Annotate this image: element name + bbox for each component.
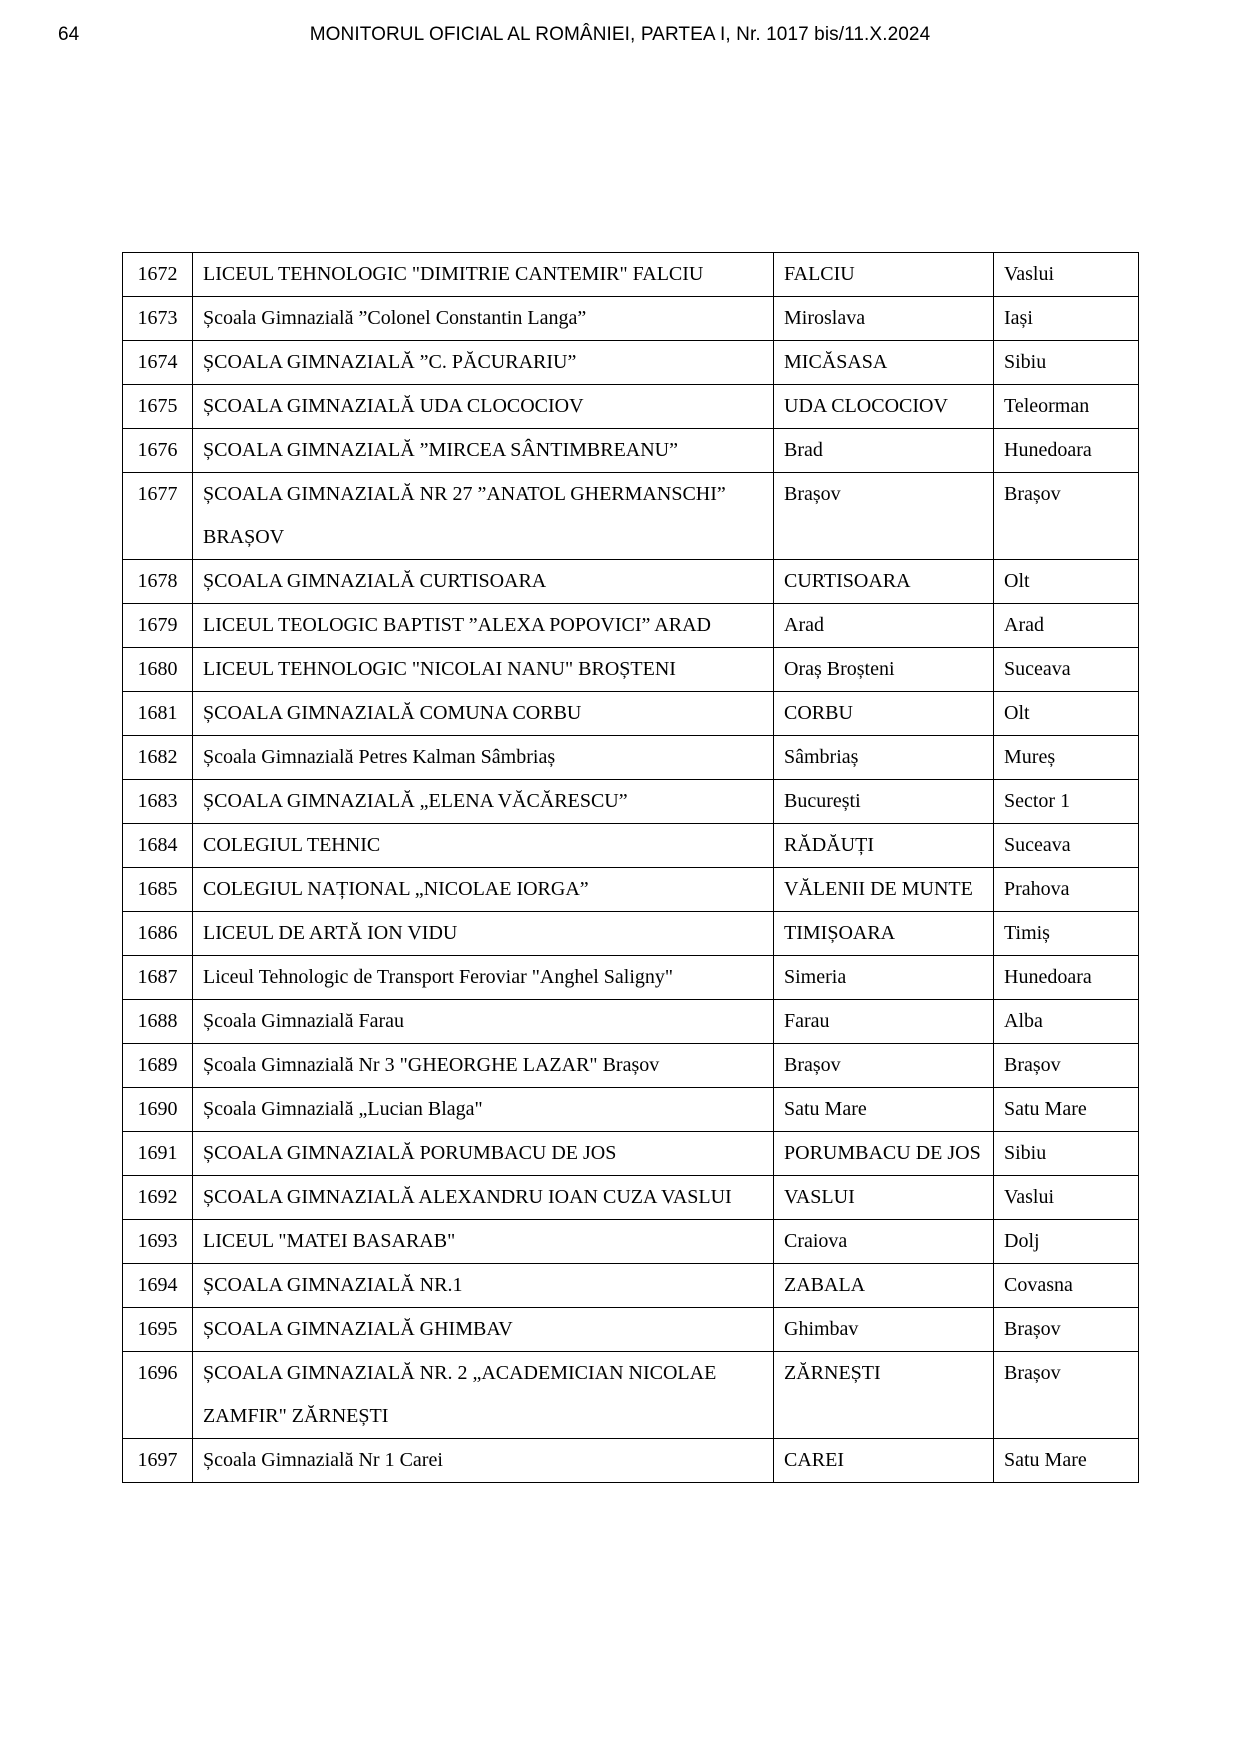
school-name-cell: Școala Gimnazială Nr 1 Carei <box>193 1439 774 1483</box>
school-name-cell: ȘCOALA GIMNAZIALĂ NR 27 ”ANATOL GHERMANSCHI” BRAȘOV <box>193 473 774 560</box>
schools-table <box>122 252 1139 1483</box>
locality-cell: CORBU <box>774 692 994 736</box>
locality-cell: UDA CLOCOCIOV <box>774 385 994 429</box>
table-row <box>123 868 1139 912</box>
county-cell: Timiș <box>994 912 1139 956</box>
school-name-cell: ȘCOALA GIMNAZIALĂ „ELENA VĂCĂRESCU” <box>193 780 774 824</box>
county-cell: Vaslui <box>994 253 1139 297</box>
school-name-cell: Școala Gimnazială Farau <box>193 1000 774 1044</box>
row-number-cell: 1681 <box>123 692 193 736</box>
table-row <box>123 1000 1139 1044</box>
row-number-cell: 1679 <box>123 604 193 648</box>
county-cell: Alba <box>994 1000 1139 1044</box>
row-number-cell: 1680 <box>123 648 193 692</box>
row-number-cell: 1689 <box>123 1044 193 1088</box>
county-cell: Suceava <box>994 648 1139 692</box>
row-number-cell: 1684 <box>123 824 193 868</box>
table-row <box>123 824 1139 868</box>
county-cell: Suceava <box>994 824 1139 868</box>
table-row <box>123 473 1139 560</box>
school-name-cell: Școala Gimnazială Nr 3 "GHEORGHE LAZAR" Brașov <box>193 1044 774 1088</box>
table-row <box>123 692 1139 736</box>
county-cell: Satu Mare <box>994 1439 1139 1483</box>
table-row <box>123 1176 1139 1220</box>
county-cell: Brașov <box>994 1044 1139 1088</box>
table-row <box>123 912 1139 956</box>
table-row <box>123 648 1139 692</box>
table-row <box>123 1308 1139 1352</box>
county-cell: Hunedoara <box>994 429 1139 473</box>
school-name-cell: LICEUL TEHNOLOGIC "NICOLAI NANU" BROȘTENI <box>193 648 774 692</box>
row-number-cell: 1676 <box>123 429 193 473</box>
school-name-cell: ȘCOALA GIMNAZIALĂ GHIMBAV <box>193 1308 774 1352</box>
row-number-cell: 1687 <box>123 956 193 1000</box>
row-number-cell: 1695 <box>123 1308 193 1352</box>
county-cell: Iași <box>994 297 1139 341</box>
row-number-cell: 1672 <box>123 253 193 297</box>
county-cell: Sibiu <box>994 1132 1139 1176</box>
locality-cell: Ghimbav <box>774 1308 994 1352</box>
locality-cell: Craiova <box>774 1220 994 1264</box>
row-number-cell: 1693 <box>123 1220 193 1264</box>
table-row <box>123 253 1139 297</box>
locality-cell: Simeria <box>774 956 994 1000</box>
locality-cell: Sâmbriaș <box>774 736 994 780</box>
school-name-cell: LICEUL TEOLOGIC BAPTIST ”ALEXA POPOVICI” ARAD <box>193 604 774 648</box>
school-name-cell: ȘCOALA GIMNAZIALĂ UDA CLOCOCIOV <box>193 385 774 429</box>
locality-cell: FALCIU <box>774 253 994 297</box>
county-cell: Vaslui <box>994 1176 1139 1220</box>
school-name-cell: ȘCOALA GIMNAZIALĂ ”MIRCEA SÂNTIMBREANU” <box>193 429 774 473</box>
county-cell: Arad <box>994 604 1139 648</box>
locality-cell: Miroslava <box>774 297 994 341</box>
row-number-cell: 1696 <box>123 1352 193 1439</box>
row-number-cell: 1678 <box>123 560 193 604</box>
county-cell: Satu Mare <box>994 1088 1139 1132</box>
table-row <box>123 385 1139 429</box>
school-name-cell: COLEGIUL TEHNIC <box>193 824 774 868</box>
school-name-cell: ȘCOALA GIMNAZIALĂ CURTISOARA <box>193 560 774 604</box>
table-row <box>123 1044 1139 1088</box>
locality-cell: Farau <box>774 1000 994 1044</box>
locality-cell: Brașov <box>774 473 994 560</box>
locality-cell: Brad <box>774 429 994 473</box>
county-cell: Olt <box>994 560 1139 604</box>
table-row <box>123 1220 1139 1264</box>
school-name-cell: ȘCOALA GIMNAZIALĂ COMUNA CORBU <box>193 692 774 736</box>
page-number: 64 <box>58 24 80 45</box>
locality-cell: Satu Mare <box>774 1088 994 1132</box>
school-name-cell: ȘCOALA GIMNAZIALĂ ALEXANDRU IOAN CUZA VASLUI <box>193 1176 774 1220</box>
locality-cell: ZABALA <box>774 1264 994 1308</box>
locality-cell: ZĂRNEȘTI <box>774 1352 994 1439</box>
county-cell: Dolj <box>994 1220 1139 1264</box>
row-number-cell: 1688 <box>123 1000 193 1044</box>
county-cell: Prahova <box>994 868 1139 912</box>
county-cell: Sibiu <box>994 341 1139 385</box>
locality-cell: CURTISOARA <box>774 560 994 604</box>
county-cell: Sector 1 <box>994 780 1139 824</box>
table-row <box>123 341 1139 385</box>
county-cell: Brașov <box>994 1308 1139 1352</box>
row-number-cell: 1677 <box>123 473 193 560</box>
row-number-cell: 1674 <box>123 341 193 385</box>
table-row <box>123 297 1139 341</box>
schools-table-body <box>123 253 1139 1483</box>
publication-header: MONITORUL OFICIAL AL ROMÂNIEI, PARTEA I, Nr. 1017 bis/11.X.2024 <box>309 24 931 45</box>
table-row <box>123 780 1139 824</box>
locality-cell: București <box>774 780 994 824</box>
locality-cell: TIMIȘOARA <box>774 912 994 956</box>
table-row <box>123 429 1139 473</box>
row-number-cell: 1691 <box>123 1132 193 1176</box>
county-cell: Covasna <box>994 1264 1139 1308</box>
school-name-cell: ȘCOALA GIMNAZIALĂ PORUMBACU DE JOS <box>193 1132 774 1176</box>
row-number-cell: 1682 <box>123 736 193 780</box>
row-number-cell: 1675 <box>123 385 193 429</box>
county-cell: Mureș <box>994 736 1139 780</box>
table-row <box>123 1439 1139 1483</box>
table-row <box>123 1264 1139 1308</box>
row-number-cell: 1690 <box>123 1088 193 1132</box>
locality-cell: Oraș Broșteni <box>774 648 994 692</box>
locality-cell: CAREI <box>774 1439 994 1483</box>
locality-cell: PORUMBACU DE JOS <box>774 1132 994 1176</box>
table-row <box>123 956 1139 1000</box>
locality-cell: VĂLENII DE MUNTE <box>774 868 994 912</box>
locality-cell: VASLUI <box>774 1176 994 1220</box>
table-row <box>123 604 1139 648</box>
table-row <box>123 1352 1139 1439</box>
table-row <box>123 1088 1139 1132</box>
row-number-cell: 1697 <box>123 1439 193 1483</box>
row-number-cell: 1694 <box>123 1264 193 1308</box>
row-number-cell: 1673 <box>123 297 193 341</box>
table-row <box>123 736 1139 780</box>
school-name-cell: LICEUL TEHNOLOGIC "DIMITRIE CANTEMIR" FALCIU <box>193 253 774 297</box>
county-cell: Hunedoara <box>994 956 1139 1000</box>
locality-cell: MICĂSASA <box>774 341 994 385</box>
school-name-cell: LICEUL DE ARTĂ ION VIDU <box>193 912 774 956</box>
school-name-cell: COLEGIUL NAȚIONAL „NICOLAE IORGA” <box>193 868 774 912</box>
row-number-cell: 1685 <box>123 868 193 912</box>
county-cell: Teleorman <box>994 385 1139 429</box>
locality-cell: Arad <box>774 604 994 648</box>
table-row <box>123 1132 1139 1176</box>
row-number-cell: 1692 <box>123 1176 193 1220</box>
row-number-cell: 1683 <box>123 780 193 824</box>
county-cell: Brașov <box>994 1352 1139 1439</box>
locality-cell: Brașov <box>774 1044 994 1088</box>
school-name-cell: Școala Gimnazială „Lucian Blaga" <box>193 1088 774 1132</box>
school-name-cell: Școala Gimnazială Petres Kalman Sâmbriaș <box>193 736 774 780</box>
row-number-cell: 1686 <box>123 912 193 956</box>
school-name-cell: ȘCOALA GIMNAZIALĂ NR. 2 „ACADEMICIAN NICOLAE ZAMFIR" ZĂRNEȘTI <box>193 1352 774 1439</box>
county-cell: Brașov <box>994 473 1139 560</box>
school-name-cell: Liceul Tehnologic de Transport Feroviar "Anghel Saligny" <box>193 956 774 1000</box>
table-row <box>123 560 1139 604</box>
school-name-cell: ȘCOALA GIMNAZIALĂ ”C. PĂCURARIU” <box>193 341 774 385</box>
county-cell: Olt <box>994 692 1139 736</box>
locality-cell: RĂDĂUȚI <box>774 824 994 868</box>
school-name-cell: ȘCOALA GIMNAZIALĂ NR.1 <box>193 1264 774 1308</box>
school-name-cell: LICEUL "MATEI BASARAB" <box>193 1220 774 1264</box>
school-name-cell: Școala Gimnazială ”Colonel Constantin Langa” <box>193 297 774 341</box>
